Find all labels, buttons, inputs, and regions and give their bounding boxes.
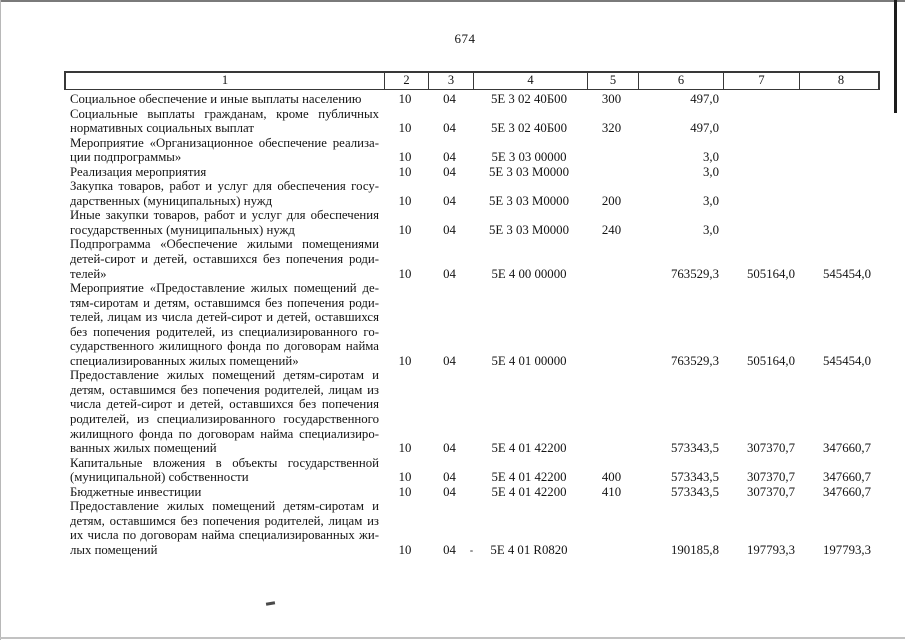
cell-col4: 5Е 3 03 М0000 <box>489 164 569 179</box>
row-name-line: телей, лицам из числа детей-сирот и детей, оставшихся <box>70 310 379 325</box>
cell-col2: 10 <box>398 193 412 208</box>
row-name-line: их числа по договорам найма специализированных жи- <box>70 528 379 543</box>
row-name-line: государственных (муниципальных) нужд <box>70 222 295 237</box>
cell-col8: 545454,0 <box>823 353 871 368</box>
cell-col2: 10 <box>398 441 412 456</box>
header-cell-3: 3 <box>429 73 474 89</box>
cell-col5: 400 <box>601 470 622 485</box>
table-row <box>64 456 880 485</box>
cell-col4: 5Е 4 01 42200 <box>491 484 567 499</box>
cell-col6: 3,0 <box>703 193 719 208</box>
table-row <box>64 368 880 455</box>
cell-col6: 497,0 <box>690 92 719 106</box>
row-name-line: Мероприятие «Предоставление жилых помещений де- <box>70 281 379 296</box>
cell-col7: 307370,7 <box>747 470 795 485</box>
cell-col2: 10 <box>398 150 412 165</box>
cell-col6: 3,0 <box>703 164 719 179</box>
row-name-line: жилищного фонда по договорам найма специализиро- <box>70 426 379 441</box>
row-name <box>64 107 383 136</box>
table-row <box>64 136 880 165</box>
row-name <box>64 165 383 180</box>
row-name-line: Предоставление жилых помещений детям-сиротам и <box>70 368 379 383</box>
table-row <box>64 499 880 557</box>
row-name <box>64 208 383 237</box>
row-name-line: Социальные выплаты гражданам, кроме публичных <box>70 106 379 121</box>
cell-col2: 10 <box>398 92 412 106</box>
cell-col4: 5Е 4 00 00000 <box>491 266 567 281</box>
cell-col4: 5Е 4 01 R0820 <box>490 542 568 557</box>
cell-col4: 5Е 4 01 42200 <box>491 470 567 485</box>
cell-col3: 04 <box>443 164 456 179</box>
cell-col4: 5Е 3 03 М0000 <box>489 193 569 208</box>
cell-col2: 10 <box>398 470 412 485</box>
row-name-line: Капитальные вложения в объекты государственной <box>70 455 379 470</box>
cell-col5: 410 <box>601 484 622 499</box>
row-name-line: числа детей-сирот и детей, оставшихся без попечения <box>70 397 379 412</box>
row-name <box>64 485 383 500</box>
row-name-line: детям, оставшимся без попечения родителей, лицам из <box>70 513 379 528</box>
cell-col7: 307370,7 <box>747 484 795 499</box>
row-name-line: Иные закупки товаров, работ и услуг для обеспечения <box>70 208 379 223</box>
header-cell-4: 4 <box>474 73 588 89</box>
cell-col4: 5Е 3 02 40Б00 <box>491 121 567 136</box>
cell-col4: 5Е 4 01 42200 <box>491 441 567 456</box>
table-row <box>64 92 880 107</box>
cell-col8: 347660,7 <box>823 484 871 499</box>
cell-col8: 197793,3 <box>823 542 871 557</box>
budget-table <box>64 71 880 558</box>
row-name <box>64 92 383 107</box>
cell-col3: 04 <box>443 222 456 237</box>
cell-col2: 10 <box>398 164 412 179</box>
cell-col5: 200 <box>601 193 622 208</box>
table-row <box>64 107 880 136</box>
row-name-line: нормативных социальных выплат <box>70 121 254 136</box>
cell-col8: 347660,7 <box>823 470 871 485</box>
row-name-line: ванных жилых помещений <box>70 441 217 456</box>
cell-col2: 10 <box>398 353 412 368</box>
cell-col6: 573343,5 <box>671 441 719 456</box>
row-name <box>64 499 383 557</box>
table-row <box>64 281 880 368</box>
cell-col6: 763529,3 <box>671 353 719 368</box>
row-name-line: телей» <box>70 266 107 281</box>
header-cell-5: 5 <box>588 73 639 89</box>
cell-col6: 497,0 <box>690 121 719 136</box>
row-name-line: специализированных жилых помещений» <box>70 353 299 368</box>
page-number: 674 <box>454 31 476 46</box>
cell-col2: 10 <box>398 266 412 281</box>
cell-col4: 5Е 3 02 40Б00 <box>491 92 567 106</box>
row-name-line: родителей, из специализированного государственного <box>70 412 379 427</box>
row-name <box>64 281 383 368</box>
scan-speck-dash <box>266 601 275 606</box>
table-row <box>64 485 880 500</box>
table-row <box>64 179 880 208</box>
cell-col3: 04 <box>443 121 456 136</box>
cell-col2: 10 <box>398 542 412 557</box>
cell-col6: 573343,5 <box>671 470 719 485</box>
cell-col3: 04 <box>443 193 456 208</box>
cell-col7: 505164,0 <box>747 353 795 368</box>
cell-col4: 5Е 3 03 00000 <box>491 150 567 165</box>
cell-col3: 04 <box>443 266 456 281</box>
cell-col3: 04 <box>443 92 456 106</box>
table-row <box>64 165 880 180</box>
row-name-line: Предоставление жилых помещений детям-сиротам и <box>70 499 379 514</box>
row-name-line: без попечения родителей, из специализированного го- <box>70 324 379 339</box>
cell-col8: 545454,0 <box>823 266 871 281</box>
cell-col7: 307370,7 <box>747 441 795 456</box>
row-name-line: Мероприятие «Организационное обеспечение реализа- <box>70 135 379 150</box>
row-name-line: сударственного жилищного фонда по договорам найма <box>70 339 379 354</box>
cell-col3: 04 <box>443 353 456 368</box>
cell-col4: 5Е 4 01 00000 <box>491 353 567 368</box>
table-row <box>64 208 880 237</box>
row-name-line: Социальное обеспечение и иные выплаты населению <box>70 92 362 106</box>
header-cell-2: 2 <box>385 73 429 89</box>
cell-col5: 300 <box>601 92 622 106</box>
row-name-line: Реализация мероприятия <box>70 164 207 179</box>
scan-edge-right <box>894 0 897 113</box>
row-name-line: (муниципальной) собственности <box>70 470 249 485</box>
scan-edge-bottom <box>0 637 905 639</box>
row-name <box>64 136 383 165</box>
row-name <box>64 456 383 485</box>
header-cell-8: 8 <box>837 73 845 87</box>
row-name-line: тям-сиротам и детям, оставшимся без попечения роди- <box>70 295 379 310</box>
cell-col7: 197793,3 <box>747 542 795 557</box>
row-name-line: дарственных (муниципальных) нужд <box>70 193 273 208</box>
cell-col4: 5Е 3 03 М0000 <box>489 222 569 237</box>
row-name-line: лых помещений <box>70 542 158 557</box>
cell-col3: 04 <box>443 441 456 456</box>
cell-col5: 320 <box>601 121 622 136</box>
row-name-line: Бюджетные инвестиции <box>70 484 202 499</box>
scan-edge-top <box>0 0 905 2</box>
scan-edge-left <box>0 0 1 640</box>
row-name-line: детям, оставшимся без попечения родителей, лицам из <box>70 382 379 397</box>
cell-col7: 505164,0 <box>747 266 795 281</box>
row-name-line: Закупка товаров, работ и услуг для обеспечения госу- <box>70 179 379 194</box>
cell-col3: 04 <box>443 484 456 499</box>
cell-col8: 347660,7 <box>823 441 871 456</box>
cell-col3: 04 <box>443 542 456 557</box>
row-name-line: Подпрограмма «Обеспечение жилыми помещениями <box>70 237 379 252</box>
cell-col6: 573343,5 <box>671 484 719 499</box>
header-cell-1: 1 <box>66 73 385 89</box>
header-cell-6: 6 <box>639 73 724 89</box>
table-header <box>64 71 880 90</box>
cell-col6: 3,0 <box>703 150 719 165</box>
cell-col6: 190185,8 <box>671 542 719 557</box>
row-name-line: детей-сирот и детей, оставшихся без попечения роди- <box>70 252 379 267</box>
row-name-line: ции подпрограммы» <box>70 150 182 165</box>
row-name <box>64 237 383 281</box>
cell-col5: 240 <box>601 222 622 237</box>
cell-col6: 3,0 <box>703 222 719 237</box>
cell-col2: 10 <box>398 484 412 499</box>
row-name <box>64 179 383 208</box>
row-name <box>64 368 383 455</box>
cell-col6: 763529,3 <box>671 266 719 281</box>
cell-col3: 04 <box>443 150 456 165</box>
table-body <box>64 92 880 558</box>
cell-col2: 10 <box>398 222 412 237</box>
cell-col2: 10 <box>398 121 412 136</box>
header-cell-7: 7 <box>724 73 800 89</box>
scan-speck-dot <box>470 550 473 552</box>
table-row <box>64 237 880 281</box>
cell-col3: 04 <box>443 470 456 485</box>
